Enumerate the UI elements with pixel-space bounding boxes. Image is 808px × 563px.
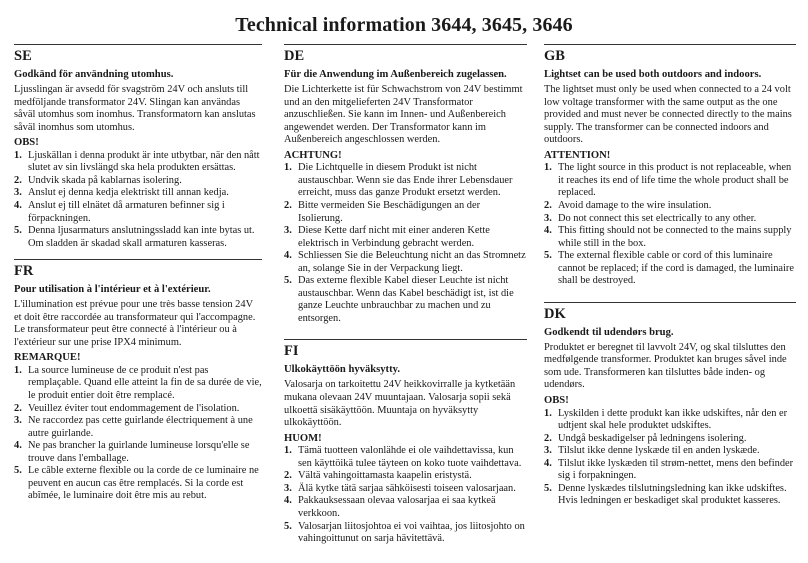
- section-code-se: SE: [14, 44, 262, 65]
- warning-heading-fr: REMARQUE!: [14, 352, 81, 364]
- warning-heading-de: ACHTUNG!: [284, 149, 342, 161]
- item-number: 5.: [284, 520, 292, 532]
- list-item: [544, 162, 796, 200]
- item-number: 2.: [14, 174, 22, 186]
- list-item: [14, 187, 262, 200]
- instruction-list-se: [14, 150, 262, 250]
- item-text: The light source in this product is not replaceable, when it reaches its end of life time the whole product shall be replaced.: [558, 162, 792, 199]
- warning-heading-gb: ATTENTION!: [544, 149, 611, 161]
- section-subtitle-de: Für die Anwendung im Außenbereich zugelassen.: [284, 69, 507, 80]
- section-code-dk: DK: [544, 302, 796, 323]
- item-number: 4.: [14, 440, 22, 452]
- instruction-list-fi: [284, 445, 527, 545]
- item-number: 2.: [284, 199, 292, 211]
- warning-heading-dk: OBS!: [544, 394, 569, 406]
- item-number: 1.: [544, 407, 552, 419]
- item-text: Lyskilden i dette produkt kan ikke udskiftes, når den er udtjent skal hele produktet udskiftes.: [558, 407, 788, 432]
- item-text: The external flexible cable or cord of this luminaire cannot be replaced; if the cord is damaged, the luminaire shall be destroyed.: [558, 250, 795, 287]
- instruction-list-dk: [544, 408, 796, 508]
- section-se: [14, 44, 262, 250]
- instruction-list-fr: [14, 365, 262, 503]
- list-item: [284, 162, 527, 200]
- list-item: [544, 225, 796, 250]
- column-left: [14, 44, 262, 503]
- instruction-list-de: [284, 162, 527, 325]
- item-number: 1.: [14, 364, 22, 376]
- item-number: 3.: [544, 212, 552, 224]
- item-number: 2.: [14, 402, 22, 414]
- section-subtitle-fi: Ulkokäyttöön hyväksytty.: [284, 364, 400, 376]
- list-item: [544, 458, 796, 483]
- section-fi: [284, 339, 527, 545]
- item-text: Avoid damage to the wire insulation.: [558, 199, 712, 211]
- section-dk: [544, 302, 796, 508]
- item-text: Denne lyskædes tilslutningsledning kan ikke udskiftes. Hvis ledningen er beskadiget skal produktet kasseres.: [558, 482, 787, 507]
- item-number: 2.: [544, 432, 552, 444]
- section-de: [284, 44, 527, 325]
- item-text: Bitte vermeiden Sie Beschädigungen an der Isolierung.: [298, 199, 481, 224]
- list-item: [284, 495, 527, 520]
- column-right: [544, 44, 796, 508]
- section-subtitle-gb: Lightset can be used both outdoors and indoors.: [544, 69, 762, 80]
- list-item: [284, 445, 527, 470]
- item-text: Ne raccordez pas cette guirlande électriquement à une autre guirlande.: [28, 415, 253, 439]
- item-text: Vältä vahingoittamasta kaapelin eristystä.: [298, 470, 472, 482]
- item-text: Do not connect this set electrically to any other.: [558, 212, 757, 224]
- item-text: Diese Kette darf nicht mit einer anderen Kette elektrisch in Verbindung gebracht werden.: [298, 225, 490, 249]
- item-text: Pakkauksessaan olevaa valosarjaa ei saa kytkeä verkkoon.: [298, 495, 496, 519]
- item-number: 5.: [284, 275, 292, 287]
- item-text: Schliessen Sie die Beleuchtung nicht an das Stromnetz an, solange Sie in der Verpackung liegt.: [298, 250, 526, 274]
- item-text: Die Lichtquelle in diesem Produkt ist nicht austauschbar. Wenn sie das Ende ihrer Lebensdauer erreicht, muss das ganze Produkt ersetzt werden.: [298, 162, 513, 199]
- section-intro-gb: The lightset must only be used when connected to a 24 volt low voltage transformer with the same output as the one provided and must never be connected directly to the mains supply. The transformer can be connected indoors and outdoors.: [544, 84, 792, 146]
- list-item: [544, 200, 796, 213]
- section-subtitle-dk: Godkendt til udendørs brug.: [544, 326, 674, 338]
- item-number: 3.: [284, 225, 292, 237]
- list-item: [14, 403, 262, 416]
- item-text: Älä kytke tätä sarjaa sähköisesti toiseen valosarjaan.: [298, 482, 516, 494]
- item-number: 1.: [544, 162, 552, 174]
- item-text: Undvik skada på kablarnas isolering.: [28, 174, 182, 186]
- section-intro-de: Die Lichterkette ist für Schwachstrom von 24V bestimmt und an den mitgelieferten 24V Transformator anzuschließen. Sie kann im Innen- und Außenbereich angewendet werden. Der Transformator kann im Außenbereich angeschlossen werden.: [284, 84, 523, 146]
- item-text: Undgå beskadigelser på ledningens isolering.: [558, 432, 747, 444]
- section-code-fi: FI: [284, 339, 527, 360]
- page-title: Technical information 3644, 3645, 3646: [235, 14, 573, 36]
- list-item: [544, 433, 796, 446]
- section-code-fr: FR: [14, 259, 262, 280]
- section-subtitle-fr: Pour utilisation à l'intérieur et à l'extérieur.: [14, 284, 211, 296]
- item-text: Tämä tuotteen valonlähde ei ole vaihdettavissa, kun sen käyttöikä tulee täyteen on koko tuote vaihdettava.: [298, 445, 522, 469]
- item-number: 4.: [544, 225, 552, 237]
- list-item: [14, 225, 262, 250]
- list-item: [544, 408, 796, 433]
- list-item: [284, 275, 527, 325]
- item-number: 2.: [284, 470, 292, 482]
- list-item: [14, 440, 262, 465]
- item-number: 1.: [14, 149, 22, 161]
- list-item: [14, 150, 262, 175]
- list-item: [14, 415, 262, 440]
- item-number: 5.: [14, 225, 22, 237]
- item-text: Le câble externe flexible ou la corde de ce luminaire ne peuvent en aucun cas être remplacés. Si la corde est abîmée, le luminaire doit être mis au rebut.: [28, 465, 259, 502]
- section-code-de: DE: [284, 44, 527, 65]
- list-item: [14, 365, 262, 403]
- item-number: 4.: [284, 250, 292, 262]
- item-text: Tilslut ikke denne lyskæde til en anden lyskæde.: [558, 445, 760, 457]
- item-number: 4.: [14, 199, 22, 211]
- list-item: [14, 200, 262, 225]
- item-number: 3.: [284, 482, 292, 494]
- list-item: [544, 250, 796, 288]
- item-number: 1.: [284, 162, 292, 174]
- item-number: 2.: [544, 199, 552, 211]
- item-number: 3.: [544, 445, 552, 457]
- list-item: [284, 483, 527, 496]
- section-fr: [14, 259, 262, 503]
- list-item: [284, 200, 527, 225]
- section-intro-dk: Produktet er beregnet til lavvolt 24V, og skal tilsluttes den medfølgende transformer. Produktet kan bruges såvel inde som ude. Transformeren kan tilsluttes både inden- og udendørs.: [544, 341, 787, 391]
- item-text: Ne pas brancher la guirlande lumineuse lorsqu'elle se trouve dans l'emballage.: [28, 440, 250, 464]
- list-item: [14, 465, 262, 503]
- instruction-list-gb: [544, 162, 796, 287]
- list-item: [284, 470, 527, 483]
- section-intro-se: Ljusslingan är avsedd för svagström 24V och ansluts till medföljande transformator 24V. Slingan kan användas såväl utomhus som inomhus. Transformatorn kan anslutas såväl inomhus som utomhus.: [14, 84, 256, 133]
- item-text: Tilslut ikke lyskæden til strøm-nettet, mens den befinder sig i forpakningen.: [558, 457, 794, 482]
- item-text: This fitting should not be connected to the mains supply while still in the box.: [558, 225, 792, 249]
- item-text: Das externe flexible Kabel dieser Leuchte ist nicht austauschbar. Wenn das Kabel beschädigt ist, ist die ganze Leuchte unbrauchbar zu machen und zu entsorgen.: [298, 275, 514, 324]
- item-number: 5.: [544, 250, 552, 262]
- item-number: 5.: [14, 465, 22, 477]
- list-item: [284, 225, 527, 250]
- warning-heading-se: OBS!: [14, 137, 39, 149]
- item-text: Veuillez éviter tout endommagement de l'isolation.: [28, 402, 240, 414]
- item-text: La source lumineuse de ce produit n'est pas remplaçable. Quand elle atteint la fin de sa durée de vie, le produit entier doit être remplacé.: [28, 364, 262, 402]
- item-text: Anslut ej till elnätet då armaturen befinner sig i förpackningen.: [28, 199, 225, 224]
- list-item: [14, 175, 262, 188]
- item-number: 4.: [544, 457, 552, 469]
- item-number: 3.: [14, 415, 22, 427]
- section-subtitle-se: Godkänd för användning utomhus.: [14, 69, 174, 80]
- list-item: [544, 483, 796, 508]
- section-code-gb: GB: [544, 44, 796, 65]
- item-text: Ljuskällan i denna produkt är inte utbytbar, när den nått slutet av sin livslängd ska hela produkten ersättas.: [28, 149, 260, 174]
- column-middle: [284, 44, 527, 546]
- list-item: [544, 445, 796, 458]
- list-item: [544, 213, 796, 226]
- item-text: Anslut ej denna kedja elektriskt till annan kedja.: [28, 187, 229, 199]
- item-text: Denna ljusarmaturs anslutningssladd kan inte bytas ut. Om sladden är skadad skall armaturen kasseras.: [28, 225, 255, 249]
- list-item: [284, 521, 527, 546]
- item-number: 1.: [284, 445, 292, 457]
- section-intro-fr: L'illumination est prévue pour une très basse tension 24V et doit être raccordée au transformateur qui l'accompagne. Le transformateur peut être connecté à l'intérieur ou à l'extérieur sur une prise IPX4 minimum.: [14, 299, 256, 348]
- section-gb: [544, 44, 796, 288]
- item-text: Valosarjan liitosjohtoa ei voi vaihtaa, jos liitosjohto on vahingoittunut on sarja hävitettävä.: [298, 520, 525, 545]
- item-number: 3.: [14, 187, 22, 199]
- item-number: 4.: [284, 495, 292, 507]
- item-number: 5.: [544, 482, 552, 494]
- warning-heading-fi: HUOM!: [284, 432, 322, 444]
- list-item: [284, 250, 527, 275]
- section-intro-fi: Valosarja on tarkoitettu 24V heikkovirralle ja kytketään mukana olevaan 24V muuntajaan. Valosarja sopii sekä ulkoettä sisäkäyttöön. Muuntaja on hyväksytty ulkokäyttöön.: [284, 379, 516, 429]
